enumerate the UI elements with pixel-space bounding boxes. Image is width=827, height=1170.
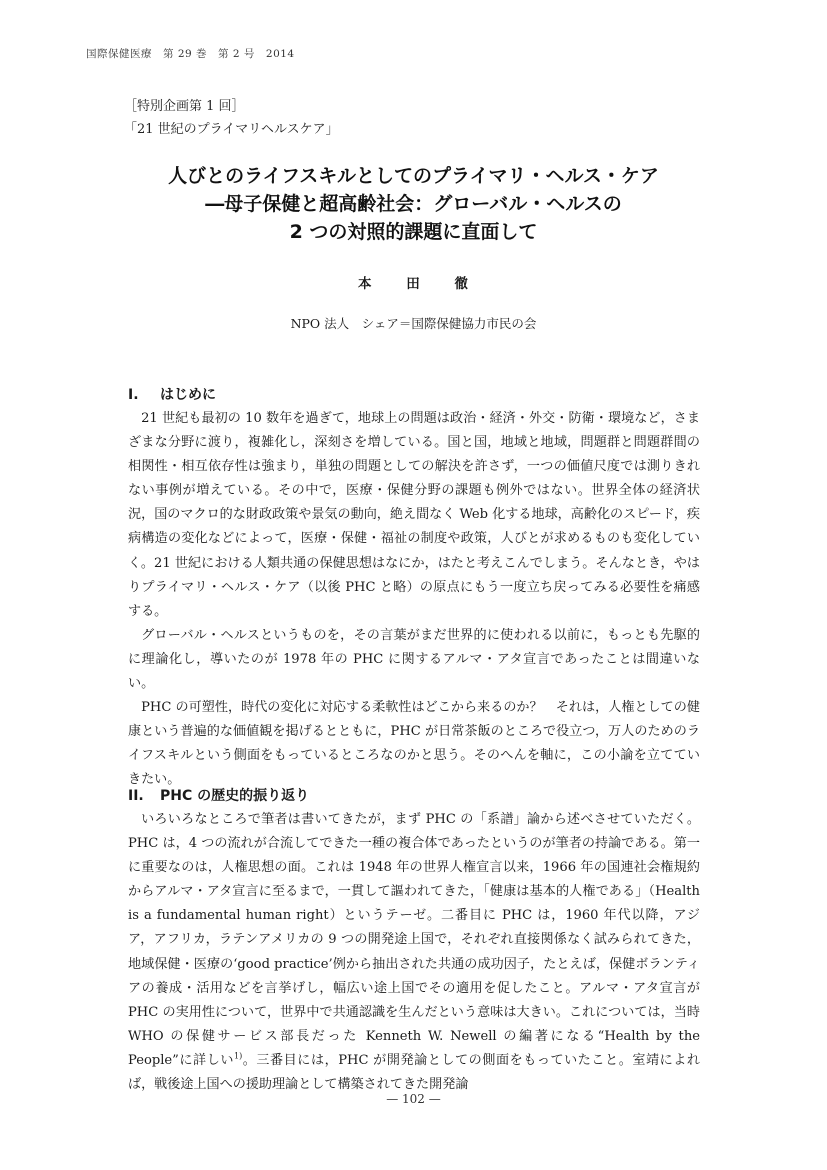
body-paragraph <box>128 808 700 1093</box>
running-head: 国際保健医療 第 29 巻 第 2 号 2014 <box>86 48 295 60</box>
section-introduction <box>128 383 700 792</box>
reference-mark: 1) <box>233 1051 243 1061</box>
paragraph-text: いろいろなところで筆者は書いてきたが，まず PHC の「系譜」論から述べさせていただく。PHC は，4 つの流れが合流してできた一種の複合体であったというのが筆者の持論である。第一に重要なのは，人権思想の面。これは 1948 年の世界人権宣言以来，1966 年の国連社会権規約からアルマ・アタ宣言に至るまで，一貫して謳われてきた，「健康は基本的人権である」（Health is a fundamental human right）というテーゼ。二番目に PHC は，1960 年代以降，アジア，アフリカ，ラテンアメリカの 9 つの開発途上国で，それぞれ直接関係なく試みられてきた，地域保健・医療の‘good practice’例から抽出された共通の成功因子，たとえば，保健ボランティアの養成・活用などを言挙げし，幅広い途上国でその適用を促したこと。アルマ・アタ宣言が PHC の実用性について，世界中で共通認識を生んだという意味は大きい。これについては，当時 WHO の保健サービス部長だった Kenneth W. Newell の編著になる“Health by the People”に詳しい <box>128 812 700 1068</box>
body-paragraph: 21 世紀も最初の 10 数年を過ぎて，地球上の問題は政治・経済・外交・防衛・環境など，さまざまな分野に渡り，複雑化し，深刻さを増している。国と国，地域と地域，問題群と問題群間の相関性・相互依存性は強まり，単独の問題としての解決を許さず，一つの価値尺度では測りきれない事例が増えている。その中で，医療・保健分野の課題も例外ではない。世界全体の経済状況，国のマクロ的な財政政策や景気の動向，絶え間なく Web 化する地球，高齢化のスピード，疾病構造の変化などによって，医療・保健・福祉の制度や政策，人びとが求めるものも変化していく。21 世紀における人類共通の保健思想はなにか，はたと考えこんでしまう。そんなとき，やはりプライマリ・ヘルス・ケア（以後 PHC と略）の原点にもう一度立ち戻ってみる必要性を痛感する。 <box>128 411 700 619</box>
page-number: — 102 — <box>386 1092 441 1106</box>
author-name: 本 田 徹 <box>358 276 469 292</box>
series-line-2: 「21 世紀のプライマリヘルスケア」 <box>124 122 339 137</box>
series-line-1: ［特別企画第 1 回］ <box>124 99 245 114</box>
title-line-2: ―母子保健と超高齢社会：グローバル・ヘルスの <box>205 193 622 215</box>
author-affiliation: NPO 法人 シェア＝国際保健協力市民の会 <box>290 316 537 331</box>
section-heading <box>128 383 700 407</box>
series-label <box>124 95 339 141</box>
title-line-1: 人びとのライフスキルとしてのプライマリ・ヘルス・ケア <box>168 165 659 187</box>
article-title <box>0 162 827 246</box>
title-line-3: 2 つの対照的課題に直面して <box>289 221 538 243</box>
body-paragraph: PHC の可塑性，時代の変化に対応する柔軟性はどこから来るのか？ それは，人権としての健康という普遍的な価値観を掲げるとともに，PHC が日常茶飯のところで役立つ，万人のためのライフスキルという側面をもっているところなのかと思う。そのへんを軸に，この小論を立てていきたい。 <box>128 700 700 788</box>
section-title: はじめに <box>160 387 216 403</box>
section-phc-history <box>128 784 700 1093</box>
paragraph-text: 。三番目には，PHC が開発論としての側面をもっていたこと。室靖によれば，戦後途上国への援助理論として構築されてきた開発論 <box>128 1052 700 1093</box>
section-title: PHC の歴史的振り返り <box>160 788 310 804</box>
section-number: II. <box>128 788 144 804</box>
section-number: I. <box>128 387 139 403</box>
section-heading <box>128 784 700 808</box>
body-paragraph: グローバル・ヘルスというものを，その言葉がまだ世界的に使われる以前に，もっとも先駆的に理論化し，導いたのが 1978 年の PHC に関するアルマ・アタ宣言であったことは間違いない。 <box>128 628 700 692</box>
